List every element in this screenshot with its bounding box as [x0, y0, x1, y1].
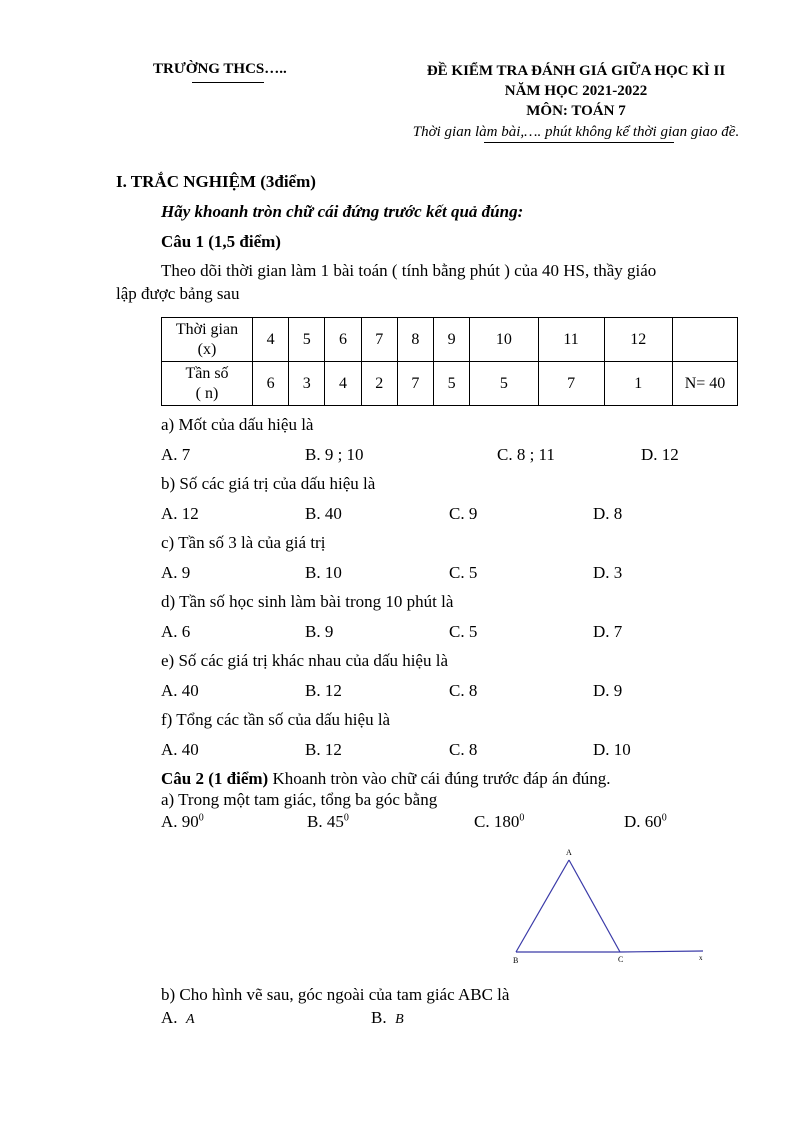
table-cell: 5: [470, 362, 538, 406]
q1-e-option-c[interactable]: C. 8: [449, 681, 478, 700]
degree-sup: 0: [198, 812, 204, 824]
table-cell: 2: [361, 362, 397, 406]
section-instruction: Hãy khoanh tròn chữ cái đứng trước kết quả đúng:: [161, 202, 524, 221]
exam-title: ĐỀ KIỂM TRA ĐÁNH GIÁ GIỮA HỌC KÌ II: [426, 63, 726, 79]
triangle-figure: [505, 845, 715, 965]
q1-b-option-b[interactable]: B. 40: [305, 504, 342, 523]
q1-d-option-d[interactable]: D. 7: [593, 622, 623, 641]
q1-c-option-d[interactable]: D. 3: [593, 563, 623, 582]
exam-header: [386, 61, 766, 121]
subject: MÔN: TOÁN 7: [526, 103, 626, 119]
table-cell: 7: [361, 318, 397, 362]
q1-part-d-question: d) Tần số học sinh làm bài trong 10 phút là: [161, 592, 454, 611]
side-ac: [569, 860, 620, 952]
table-cell: 8: [397, 318, 433, 362]
q2-b-option-b[interactable]: B. B: [371, 1008, 404, 1027]
degree-sup: 0: [519, 812, 525, 824]
q1-f-option-a[interactable]: A. 40: [161, 740, 199, 759]
question-1-intro-line1: Theo dõi thời gian làm 1 bài toán ( tính bằng phút ) của 40 HS, thầy giáo: [161, 261, 657, 280]
table-cell: 4: [325, 362, 361, 406]
table-cell: [673, 318, 738, 362]
table-row-time: [162, 318, 738, 362]
q1-f-option-d[interactable]: D. 10: [593, 740, 631, 759]
vertex-label-a: A: [566, 848, 572, 857]
q1-b-option-d[interactable]: D. 8: [593, 504, 623, 523]
school-underline: [192, 82, 264, 83]
q1-d-option-a[interactable]: A. 6: [161, 622, 191, 641]
question-1-title: Câu 1 (1,5 điểm): [161, 232, 281, 251]
table-cell: 3: [289, 362, 325, 406]
q1-f-option-b[interactable]: B. 12: [305, 740, 342, 759]
q1-f-option-c[interactable]: C. 8: [449, 740, 478, 759]
table-cell: 4: [253, 318, 289, 362]
q1-e-option-a[interactable]: A. 40: [161, 681, 199, 700]
q1-part-e-question: e) Số các giá trị khác nhau của dấu hiệu là: [161, 651, 448, 670]
question-1-intro-line2: lập được bảng sau: [116, 284, 240, 303]
q2-a-option-a[interactable]: A. $90^0$: [161, 812, 204, 831]
table-cell: 7: [397, 362, 433, 406]
q2-part-a-question: a) Trong một tam giác, tổng ba góc bằng: [161, 790, 438, 809]
time-note: Thời gian làm bài,…. phút không kể thời gian giao đề.: [412, 124, 740, 140]
school-year: NĂM HỌC 2021-2022: [504, 83, 648, 99]
q1-part-b-question: b) Số các giá trị của dấu hiệu là: [161, 474, 376, 493]
ray-label-x: x: [699, 954, 703, 962]
table-cell: 11: [538, 318, 604, 362]
q1-part-a-question: a) Mốt của dấu hiệu là: [161, 415, 314, 434]
q1-a-option-c[interactable]: C. 8 ; 11: [497, 445, 555, 464]
q1-c-option-b[interactable]: B. 10: [305, 563, 342, 582]
time-note-underline: [484, 142, 674, 143]
section-title: I. TRẮC NGHIỆM (3điểm): [116, 172, 316, 191]
table-row-frequency: [162, 362, 738, 406]
q1-a-option-a[interactable]: A. 7: [161, 445, 191, 464]
side-ab: [516, 860, 569, 952]
school-name: TRƯỜNG THCS…..: [153, 61, 287, 77]
q1-part-c-question: c) Tần số 3 là của giá trị: [161, 533, 326, 552]
table-cell: 9: [434, 318, 470, 362]
table-cell: 6: [325, 318, 361, 362]
vertex-label-b: B: [513, 956, 519, 965]
vertex-label-c: C: [618, 955, 624, 964]
q2-a-option-b[interactable]: B. $45^0$: [307, 812, 349, 831]
table-cell: 5: [434, 362, 470, 406]
q1-e-option-d[interactable]: D. 9: [593, 681, 623, 700]
ray-cx: [620, 951, 703, 952]
table-cell: 1: [604, 362, 672, 406]
q1-a-option-b[interactable]: B. 9 ; 10: [305, 445, 364, 464]
q1-c-option-a[interactable]: A. 9: [161, 563, 191, 582]
table-cell: 12: [604, 318, 672, 362]
q1-part-f-question: f) Tổng các tần số của dấu hiệu là: [161, 710, 391, 729]
degree-sup: 0: [661, 812, 667, 824]
row-label-time: Thời gian (x): [162, 318, 253, 362]
q1-b-option-a[interactable]: A. 12: [161, 504, 199, 523]
q1-a-option-d[interactable]: D. 12: [641, 445, 679, 464]
q1-b-option-c[interactable]: C. 9: [449, 504, 478, 523]
q1-c-option-c[interactable]: C. 5: [449, 563, 478, 582]
q2-a-option-d[interactable]: D. $60^0$: [624, 812, 667, 831]
table-cell: N= 40: [673, 362, 738, 406]
q2-a-option-c[interactable]: C. $180^0$: [474, 812, 525, 831]
q1-d-option-b[interactable]: B. 9: [305, 622, 334, 641]
table-cell: 10: [470, 318, 538, 362]
question-2-title: Câu 2 (1 điểm): [161, 769, 269, 788]
table-cell: 6: [253, 362, 289, 406]
table-cell: 5: [289, 318, 325, 362]
degree-sup: 0: [343, 812, 349, 824]
q2-part-b-question: b) Cho hình vẽ sau, góc ngoài của tam giác ABC là: [161, 985, 510, 1004]
q2-b-option-a[interactable]: A. A: [161, 1008, 195, 1027]
q1-d-option-c[interactable]: C. 5: [449, 622, 478, 641]
q1-e-option-b[interactable]: B. 12: [305, 681, 342, 700]
row-label-frequency: Tần số ( n): [162, 362, 253, 406]
table-cell: 7: [538, 362, 604, 406]
frequency-table: [161, 317, 738, 406]
question-2-heading: [161, 769, 611, 789]
question-2-instruction: Khoanh tròn vào chữ cái đúng trước đáp án đúng.: [268, 769, 611, 788]
